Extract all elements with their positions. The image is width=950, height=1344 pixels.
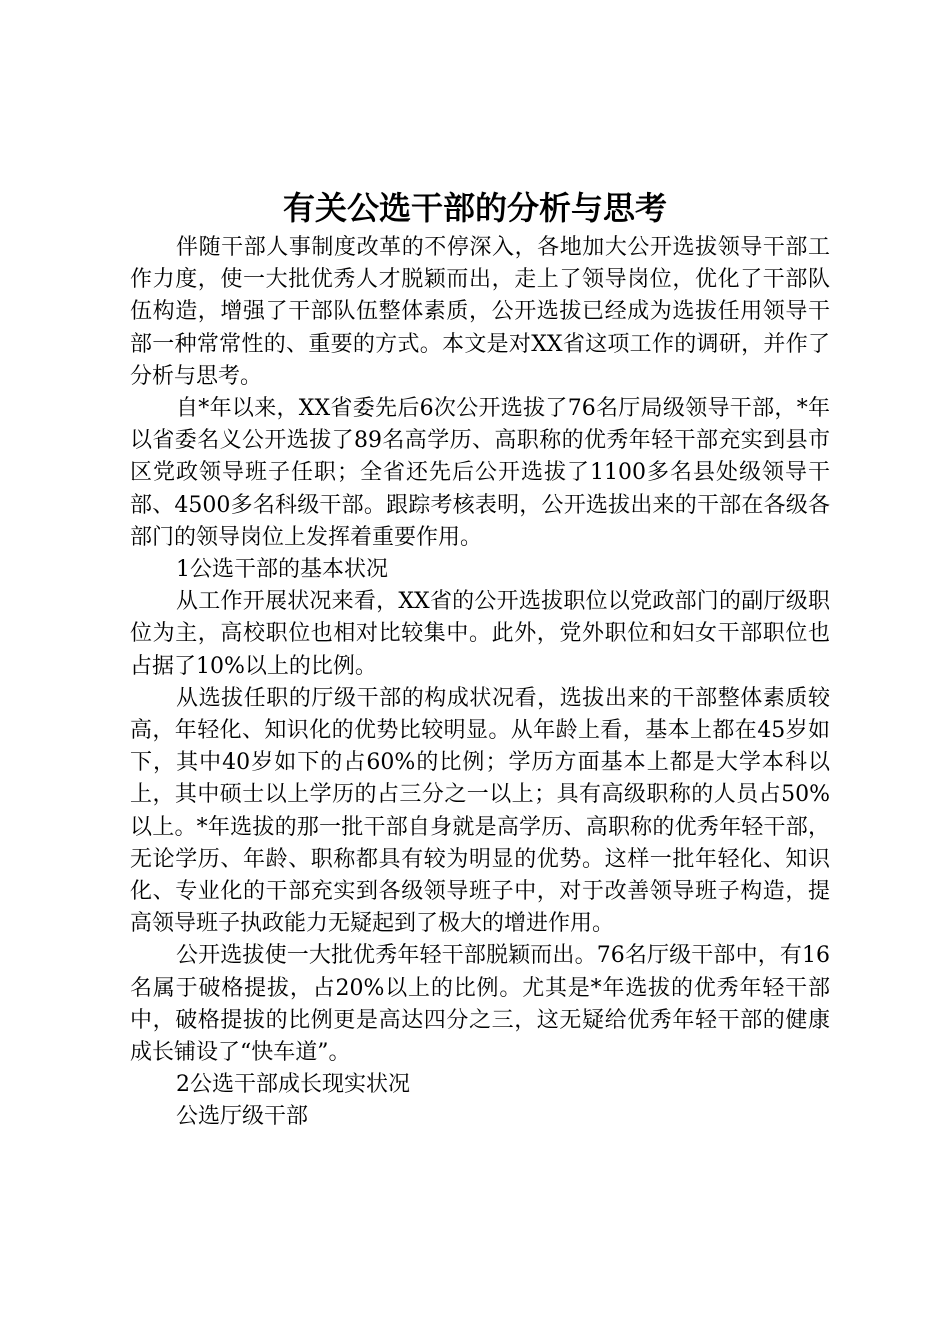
section-2-subheading: 公选厅级干部	[176, 1104, 309, 1130]
document-body	[130, 232, 830, 1134]
intro-paragraph-2: 自*年以来，XX省委先后6次公开选拔了76名厅局级领导干部，*年以省委名义公开选拔了89名高学历、高职称的优秀年轻干部充实到县市区党政领导班子任职；全省还先后公开选拔了1100多名县处级领导干部、4500多名科级干部。跟踪考核表明，公开选拔出来的干部在各级各部门的领导岗位上发挥着重要作用。	[130, 396, 830, 550]
section-2-heading: 2公选干部成长现实状况	[176, 1072, 410, 1098]
section-1-heading: 1公选干部的基本状况	[176, 557, 388, 583]
intro-paragraph-1: 伴随干部人事制度改革的不停深入，各地加大公开选拔领导干部工作力度，使一大批优秀人才脱颖而出，走上了领导岗位，优化了干部队伍构造，增强了干部队伍整体素质，公开选拔已经成为选拔任用领导干部一种常常性的、重要的方式。本文是对XX省这项工作的调研，并作了分析与思考。	[130, 235, 830, 389]
document-title: 有关公选干部的分析与思考	[282, 189, 667, 227]
section-1-paragraph-3: 公开选拔使一大批优秀年轻干部脱颖而出。76名厅级干部中，有16名属于破格提拔，占20%以上的比例。尤其是*年选拔的优秀年轻干部中，破格提拔的比例更是高达四分之三，这无疑给优秀年轻干部的健康成长铺设了“快车道”。	[130, 943, 830, 1066]
section-1-paragraph-2: 从选拔任职的厅级干部的构成状况看，选拔出来的干部整体素质较高，年轻化、知识化的优势比较明显。从年龄上看，基本上都在45岁如下，其中40岁如下的占60%的比例；学历方面基本上都是大学本科以上，其中硕士以上学历的占三分之一以上；具有高级职称的人员占50%以上。*年选拔的那一批干部自身就是高学历、高职称的优秀年轻干部，无论学历、年龄、职称都具有较为明显的优势。这样一批年轻化、知识化、专业化的干部充实到各级领导班子中，对于改善领导班子构造，提高领导班子执政能力无疑起到了极大的增进作用。	[130, 685, 830, 937]
section-1-paragraph-1: 从工作开展状况来看，XX省的公开选拔职位以党政部门的副厅级职位为主，高校职位也相对比较集中。此外，党外职位和妇女干部职位也占据了10%以上的比例。	[130, 589, 830, 679]
